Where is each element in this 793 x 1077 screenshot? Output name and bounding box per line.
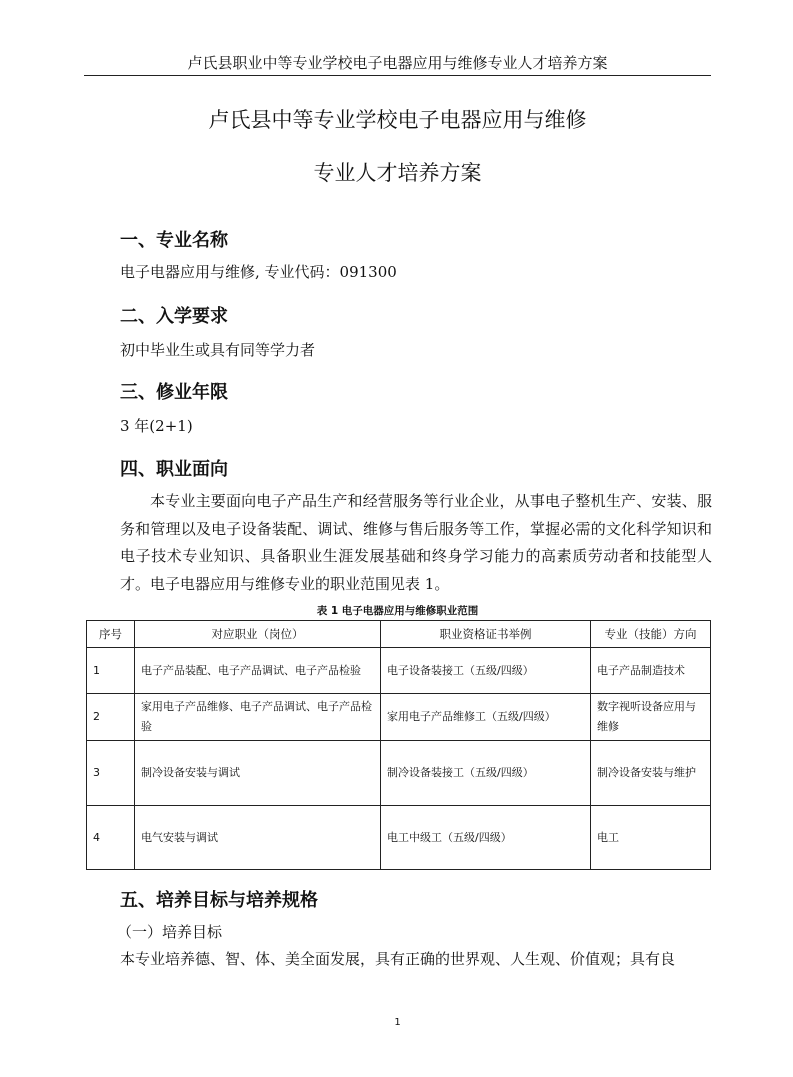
document-title-line-2: 专业人才培养方案 — [313, 161, 482, 185]
table-cell-index: 3 — [87, 741, 135, 806]
duration-text: 3 年(2+1) — [120, 417, 193, 435]
table-row — [87, 694, 711, 741]
table-cell-index: 1 — [87, 648, 135, 694]
table-cell-direction: 电工 — [591, 806, 711, 870]
page-number: 1 — [394, 1017, 401, 1028]
header-rule — [84, 75, 711, 76]
table-cell-certificate: 电工中级工（五级/四级） — [381, 806, 591, 870]
table-cell-occupation: 制冷设备安装与调试 — [135, 741, 381, 806]
section-heading-major-name: 一、专业名称 — [120, 230, 228, 251]
document-title-line-1: 卢氏县中等专业学校电子电器应用与维修 — [208, 108, 587, 132]
table-row — [87, 806, 711, 870]
table-cell-index: 4 — [87, 806, 135, 870]
section-heading-career: 四、职业面向 — [120, 459, 228, 480]
career-paragraph: 本专业主要面向电子产品生产和经营服务等行业企业，从事电子整机生产、安装、服务和管理以及电子设备装配、调试、维修与售后服务等工作，掌握必需的文化科学知识和电子技术专业知识、具备职业生涯发展基础和终身学习能力的高素质劳动者和技能型人才。 — [120, 492, 712, 593]
occupation-table — [86, 620, 711, 870]
column-header-certificate: 职业资格证书举例 — [381, 621, 591, 648]
table-row — [87, 741, 711, 806]
major-name-text: 电子电器应用与维修, 专业代码：091300 — [120, 263, 397, 281]
table-cell-index: 2 — [87, 694, 135, 741]
table-cell-certificate: 家用电子产品维修工（五级/四级） — [381, 694, 591, 741]
section-heading-duration: 三、修业年限 — [120, 382, 228, 403]
section-heading-admission: 二、入学要求 — [120, 306, 228, 327]
table-cell-direction: 电子产品制造技术 — [591, 648, 711, 694]
table-cell-direction: 数字视听设备应用与维修 — [591, 694, 711, 741]
table-cell-occupation: 电子产品装配、电子产品调试、电子产品检验 — [135, 648, 381, 694]
objectives-paragraph: 本专业培养德、智、体、美全面发展，具有正确的世界观、人生观、价值观；具有良 — [120, 950, 676, 968]
table-caption: 表 1 电子电器应用与维修职业范围 — [316, 605, 479, 617]
career-table-reference: 电子电器应用与维修专业的职业范围见表 1。 — [150, 575, 450, 593]
subheading-objectives: （一）培养目标 — [117, 923, 223, 941]
table-cell-occupation: 家用电子产品维修、电子产品调试、电子产品检验 — [135, 694, 381, 741]
table-header-row — [87, 621, 711, 648]
table-cell-certificate: 制冷设备装接工（五级/四级） — [381, 741, 591, 806]
admission-text: 初中毕业生或具有同等学力者 — [120, 341, 316, 359]
table-cell-occupation: 电气安装与调试 — [135, 806, 381, 870]
running-header: 卢氏县职业中等专业学校电子电器应用与维修专业人才培养方案 — [187, 54, 608, 72]
table-row — [87, 648, 711, 694]
column-header-index: 序号 — [87, 621, 135, 648]
section-heading-objectives: 五、培养目标与培养规格 — [120, 890, 318, 911]
table-cell-certificate: 电子设备装接工（五级/四级） — [381, 648, 591, 694]
column-header-direction: 专业（技能）方向 — [591, 621, 711, 648]
table-cell-direction: 制冷设备安装与维护 — [591, 741, 711, 806]
column-header-occupation: 对应职业（岗位） — [135, 621, 381, 648]
